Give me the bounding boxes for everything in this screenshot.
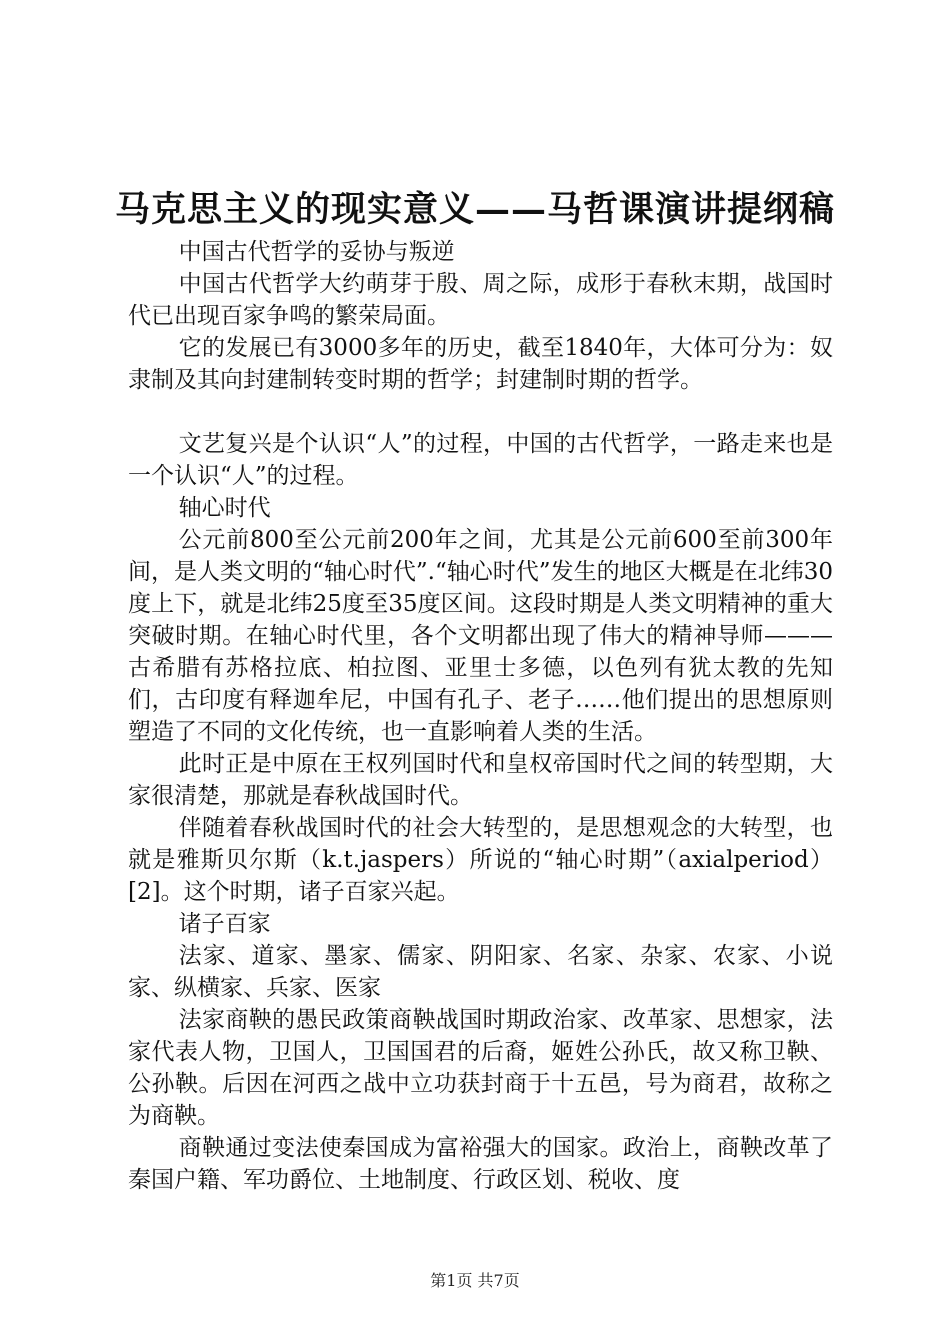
paragraph-subtitle: 中国古代哲学的妥协与叛逆 xyxy=(178,239,455,265)
paragraph: 中国古代哲学大约萌芽于殷、周之际，成形于春秋末期，战国时代已出现百家争鸣的繁荣局面。 xyxy=(128,271,833,329)
paragraph: 伴随着春秋战国时代的社会大转型的，是思想观念的大转型，也就是雅斯贝尔斯（k.t.jaspers）所说的“轴心时期”（axialperiod）[2]。这个时期，诸子百家兴起。 xyxy=(128,815,833,905)
document-title: 马克思主义的现实意义——马哲课演讲提纲稿 xyxy=(114,189,835,230)
paragraph: 公元前800至公元前200年之间，尤其是公元前600至前300年间，是人类文明的“轴心时代”.“轴心时代”发生的地区大概是在北纬30度上下，就是北纬25度至35度区间。这段时期是人类文明精神的重大突破时期。在轴心时代里，各个文明都出现了伟大的精神导师———古希腊有苏格拉底、柏拉图、亚里士多德，以色列有犹太教的先知们，古印度有释迦牟尼，中国有孔子、老子……他们提出的思想原则塑造了不同的文化传统，也一直影响着人类的生活。 xyxy=(128,527,833,745)
paragraph: 它的发展已有3000多年的历史，截至1840年，大体可分为：奴隶制及其向封建制转变时期的哲学；封建制时期的哲学。 xyxy=(128,335,833,393)
paragraph: 商鞅通过变法使秦国成为富裕强大的国家。政治上，商鞅改革了秦国户籍、军功爵位、土地制度、行政区划、税收、度 xyxy=(128,1135,833,1193)
paragraph: 此时正是中原在王权列国时代和皇权帝国时代之间的转型期，大家很清楚，那就是春秋战国时代。 xyxy=(128,751,833,809)
document-body xyxy=(128,236,833,1196)
section-heading-axial-age: 轴心时代 xyxy=(178,495,271,521)
section-heading-hundred-schools: 诸子百家 xyxy=(178,911,271,937)
page-footer: 第1页 共7页 xyxy=(430,1271,520,1290)
paragraph-spacer xyxy=(128,396,833,428)
paragraph: 文艺复兴是个认识“人”的过程，中国的古代哲学，一路走来也是一个认识“人”的过程。 xyxy=(128,431,833,489)
paragraph: 法家、道家、墨家、儒家、阴阳家、名家、杂家、农家、小说家、纵横家、兵家、医家 xyxy=(128,943,833,1001)
paragraph: 法家商鞅的愚民政策商鞅战国时期政治家、改革家、思想家，法家代表人物，卫国人，卫国国君的后裔，姬姓公孙氏，故又称卫鞅、公孙鞅。后因在河西之战中立功获封商于十五邑，号为商君，故称之为商鞅。 xyxy=(128,1007,833,1129)
